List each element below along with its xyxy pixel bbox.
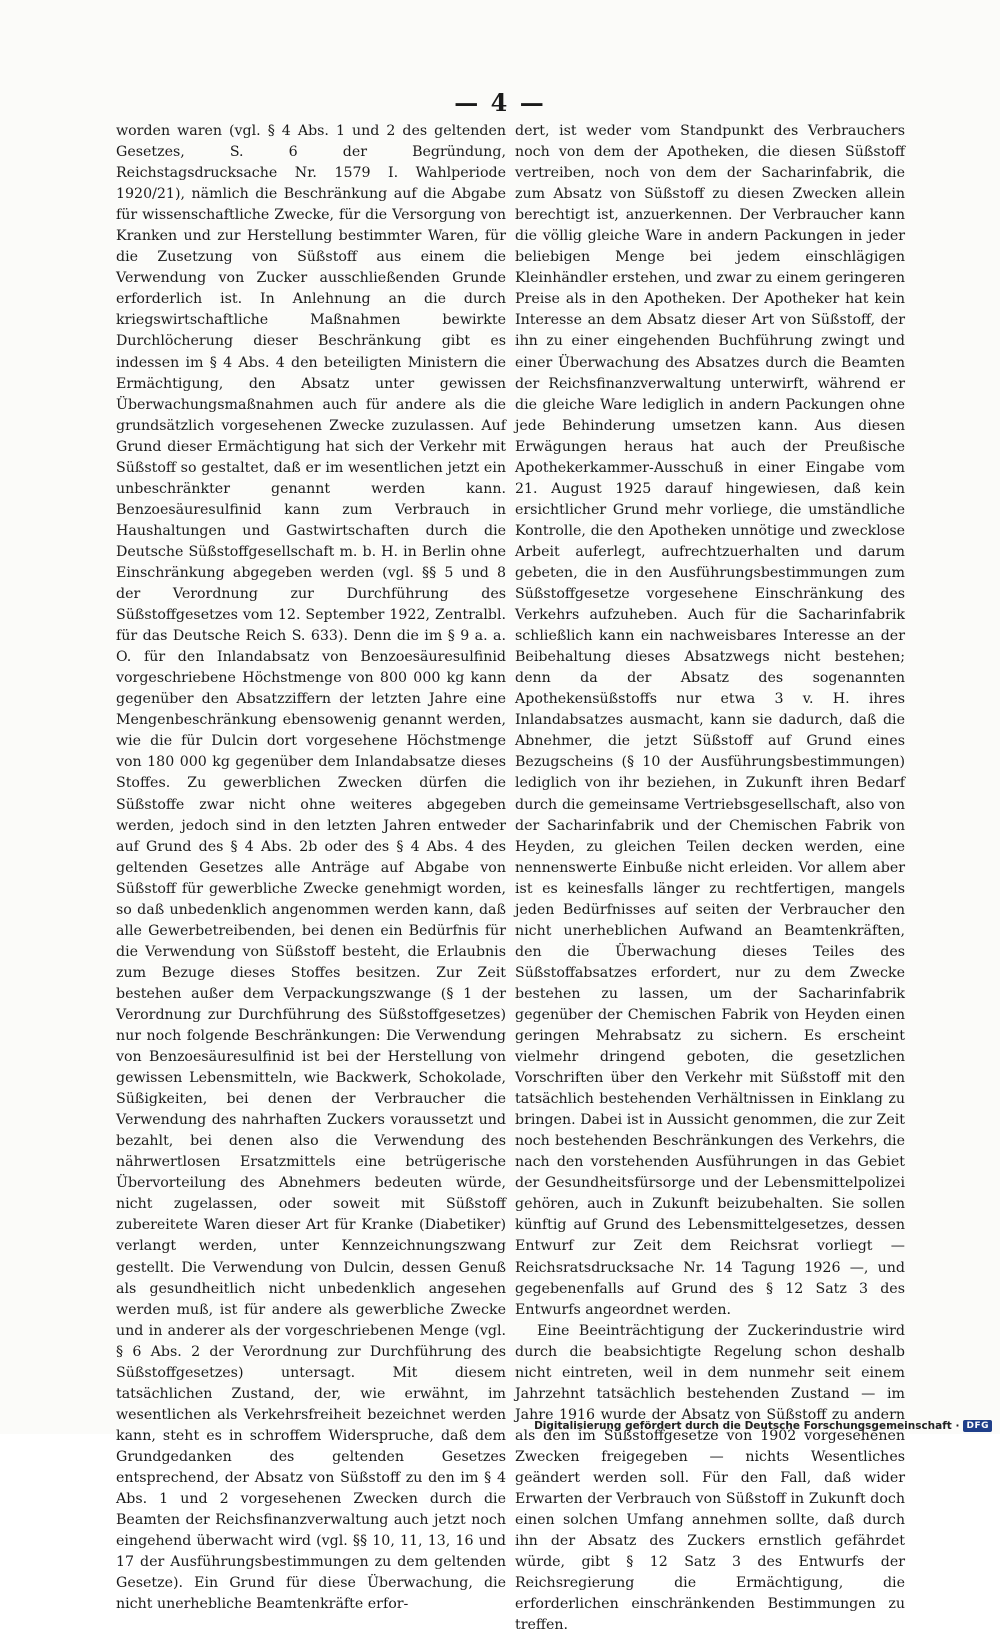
right-column-paragraph-2: Eine Beeinträchtigung der Zuckerindustrie wird durch die beabsichtigte Regelung schon deshalb nicht eintreten, weil in dem nunmehr seit einem Jahrzehnt tatsächlich bestehenden Zustand — im Jahre 1916 wurde der Absatz von Süßstoff zu andern als den im Süßstoffgesetze von 1902 vorgesehenen Zwecken freigegeben — nichts Wesentliches geändert werden soll. Für den Fall, daß wider Erwarten der Verbrauch von Süßstoff in Zukunft doch einen solchen Umfang annehmen sollte, daß durch ihn der Absatz des Zuckers ernstlich gefährdet würde, gibt § 12 Satz 3 des Entwurfs der Reichsregierung die Ermächtigung, die erforderlichen einschränkenden Bestimmungen zu treffen. [515, 1322, 905, 1634]
digitization-credit [534, 1420, 992, 1432]
right-column-paragraph-1: dert, ist weder vom Standpunkt des Verbrauchers noch von dem der Apotheken, die diesen Süßstoff vertreiben, noch von dem der Sacharinfabrik, die zum Absatz von Süßstoff zu diesen Zwecken allein berechtigt ist, anzuerkennen. Der Verbraucher kann die völlig gleiche Ware in andern Packungen in jeder beliebigen Menge bei jedem einschlägigen Kleinhändler erstehen, und zwar zu einem geringeren Preise als in den Apotheken. Der Apotheker hat kein Interesse an dem Absatz dieser Art von Süßstoff, der ihn zu einer eingehenden Buchführung zwingt und einer Überwachung des Absatzes durch die Beamten der Reichsfinanzverwaltung unterwirft, während er die gleiche Ware lediglich in andern Packungen ohne jede Behinderung umsetzen kann. Aus diesen Erwägungen heraus hat auch der Preußische Apothekerkammer-Ausschuß in einer Eingabe vom 21. August 1925 darauf hingewiesen, daß kein ersichtlicher Grund mehr vorliege, die umständliche Kontrolle, die den Apotheken unnötige und zwecklose Arbeit auferlegt, aufrechtzuerhalten und darum gebeten, die in den Ausführungsbestimmungen zum Süßstoffgesetze vorgesehene Einschränkung des Verkehrs aufzuheben. Auch für die Sacharinfabrik schließlich kann ein nachweisbares Interesse an der Beibehaltung dieses Absatzwegs nicht bestehen; denn da der Absatz des sogenannten Apothekensüßstoffs nur etwa 3 v. H. ihres Inlandabsatzes ausmacht, kann sie dadurch, daß die Abnehmer, die jetzt Süßstoff auf Grund eines Bezugscheins (§ 10 der Ausführungsbestimmungen) lediglich von ihr beziehen, in Zukunft ihren Bedarf durch die gemeinsame Vertriebsgesellschaft, also von der Sacharinfabrik und der Chemischen Fabrik von Heyden, zu gleichen Teilen decken werden, eine nennenswerte Einbuße nicht erleiden. Vor allem aber ist es keinesfalls länger zu rechtfertigen, mangels jeden Bedürfnisses auf seiten der Verbraucher den nicht unerheblichen Aufwand an Beamtenkräften, den die Überwachung dieses Teiles des Süßstoffabsatzes erfordert, nur zu dem Zwecke bestehen zu lassen, um der Sacharinfabrik gegenüber der Chemischen Fabrik von Heyden einen geringen Mehrabsatz zu sichern. Es erscheint vielmehr dringend geboten, die gesetzlichen Vorschriften über den Verkehr mit Süßstoff mit den tatsächlich bestehenden Verhältnissen in Einklang zu bringen. Dabei ist in Aussicht genommen, die zur Zeit noch bestehenden Beschränkungen des Verkehrs, die nach den vorstehenden Ausführungen in das Gebiet der Gesundheitsfürsorge und der Lebensmittelpolizei gehören, auch in Zukunft beizubehalten. Sie sollen künftig auf Grund des Lebensmittelgesetzes, dessen Entwurf zur Zeit dem Reichsrat vorliegt — Reichsratsdrucksache Nr. 14 Tagung 1926 —, und gegebenenfalls auf Grund des § 12 Satz 3 des Entwurfs angeordnet werden. [515, 123, 906, 1318]
left-column [116, 121, 506, 1615]
right-column [515, 121, 905, 1636]
page-number: — 4 — [454, 88, 546, 117]
left-column-paragraph-1: worden waren (vgl. § 4 Abs. 1 und 2 des geltenden Gesetzes, S. 6 der Begründung, Reichstagsdrucksache Nr. 1579 I. Wahlperiode 1920/21), nämlich die Beschränkung auf die Abgabe für wissenschaftliche Zwecke, für die Versorgung von Kranken und zur Herstellung bestimmter Waren, für die Zusetzung von Süßstoff aus einem die Verwendung von Zucker ausschließenden Grunde erforderlich ist. In Anlehnung an die durch kriegswirtschaftliche Maßnahmen bewirkte Durchlöcherung dieser Beschränkung gibt es indessen im § 4 Abs. 4 den beteiligten Ministern die Ermächtigung, den Absatz unter gewissen Überwachungsmaßnahmen auch für andere als die grundsätzlich vorgesehenen Zwecke zuzulassen. Auf Grund dieser Ermächtigung hat sich der Verkehr mit Süßstoff so gestaltet, daß er im wesentlichen jetzt ein unbeschränkter genannt werden kann. Benzoesäuresulfinid kann zum Verbrauch in Haushaltungen und Gastwirtschaften durch die Deutsche Süßstoffgesellschaft m. b. H. in Berlin ohne Einschränkung abgegeben werden (vgl. §§ 5 und 8 der Verordnung zur Durchführung des Süßstoffgesetzes vom 12. September 1922, Zentralbl. für das Deutsche Reich S. 633). Denn die im § 9 a. a. O. für den Inlandabsatz von Benzoesäuresulfinid vorgeschriebene Höchstmenge von 800 000 kg kann gegenüber den Absatzziffern der letzten Jahre eine Mengenbeschränkung ebensowenig genannt werden, wie die für Dulcin dort vorgesehene Höchstmenge von 180 000 kg gegenüber dem Inlandabsatze dieses Stoffes. Zu gewerblichen Zwecken dürfen die Süßstoffe zwar nicht ohne weiteres abgegeben werden, jedoch sind in den letzten Jahren entweder auf Grund des § 4 Abs. 2b oder des § 4 Abs. 4 des geltenden Gesetzes alle Anträge auf Abgabe von Süßstoff für gewerbliche Zwecke genehmigt worden, so daß unbedenklich angenommen werden kann, daß alle Gewerbetreibenden, bei denen ein Bedürfnis für die Verwendung von Süßstoff besteht, die Erlaubnis zum Bezuge dieses Stoffes besitzen. Zur Zeit bestehen außer dem Verpackungszwange (§ 1 der Verordnung zur Durchführung des Süßstoffgesetzes) nur noch folgende Beschränkungen: Die Verwendung von Benzoesäuresulfinid ist bei der Herstellung von gewissen Lebensmitteln, wie Backwerk, Schokolade, Süßigkeiten, bei denen der Verbraucher die Verwendung des nahrhaften Zuckers voraussetzt und bezahlt, bei denen also die Verwendung des nährwertlosen Ersatzmittels eine betrügerische Übervorteilung des Abnehmers bedeuten würde, nicht zugelassen, oder soweit mit Süßstoff zubereitete Waren dieser Art für Kranke (Diabetiker) verlangt werden, unter Kennzeichnungszwang gestellt. Die Verwendung von Dulcin, dessen Genuß als gesundheitlich nicht unbedenklich angesehen werden muß, ist für andere als gewerbliche Zwecke und in anderer als der vorgeschriebenen Menge (vgl. § 6 Abs. 2 der Verordnung zur Durchführung des Süßstoffgesetzes) untersagt. Mit diesem tatsächlichen Zustand, der, wie erwähnt, im wesentlichen als Verkehrsfreiheit bezeichnet werden kann, steht es in schroffem Widerspruche, daß dem Grundgedanken des geltenden Gesetzes entsprechend, der Absatz von Süßstoff zu den im § 4 Abs. 1 und 2 vorgesehenen Zwecken durch die Beamten der Reichsfinanzverwaltung auch jetzt noch eingehend überwacht wird (vgl. §§ 10, 11, 13, 16 und 17 der Ausführungsbestimmungen zu dem geltenden Gesetze). Ein Grund für diese Überwachung, die nicht unerhebliche Beamtenkräfte erfor- [116, 123, 506, 1613]
digitization-credit-text: Digitalisierung gefördert durch die Deutsche Forschungsgemeinschaft · [534, 1420, 960, 1432]
dfg-logo: DFG [963, 1420, 992, 1432]
